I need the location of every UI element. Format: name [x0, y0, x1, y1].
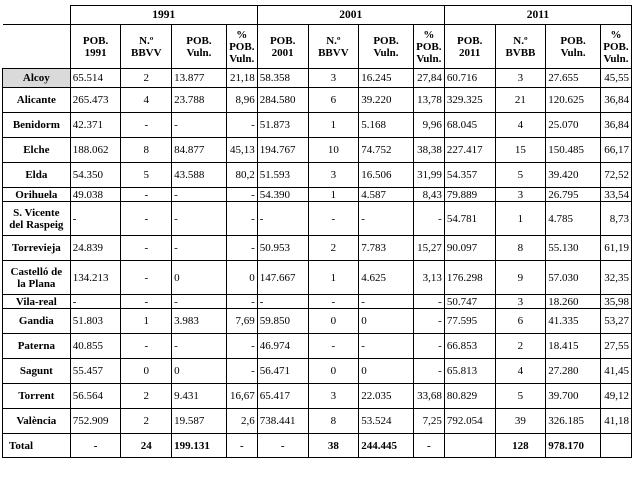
value-cell: 51.873: [257, 113, 308, 138]
value-cell: 2: [308, 236, 359, 261]
value-cell: 61,19: [600, 236, 631, 261]
value-cell: 66,17: [600, 138, 631, 163]
value-cell: 15,27: [413, 236, 444, 261]
table-row: [3, 334, 632, 359]
value-cell: 1: [121, 309, 172, 334]
value-cell: 49,12: [600, 384, 631, 409]
value-cell: 0: [172, 359, 227, 384]
value-cell: 41,45: [600, 359, 631, 384]
value-cell: 176.298: [444, 261, 495, 295]
value-cell: 51.803: [70, 309, 121, 334]
total-value-cell: 199.131: [172, 434, 227, 458]
value-cell: 54.390: [257, 188, 308, 202]
value-cell: 0: [359, 309, 414, 334]
value-cell: 42.371: [70, 113, 121, 138]
table-row: [3, 88, 632, 113]
value-cell: 752.909: [70, 409, 121, 434]
table-row: [3, 69, 632, 88]
year-header-1991: 1991: [70, 6, 257, 25]
value-cell: -: [121, 261, 172, 295]
value-cell: -: [257, 202, 308, 236]
value-cell: 58.358: [257, 69, 308, 88]
table-row: [3, 113, 632, 138]
value-cell: 50.747: [444, 295, 495, 309]
corner-cell: [3, 6, 71, 25]
value-cell: 120.625: [546, 88, 601, 113]
value-cell: 5: [495, 384, 546, 409]
value-cell: 4: [495, 113, 546, 138]
value-cell: -: [172, 188, 227, 202]
value-cell: 10: [308, 138, 359, 163]
table-row: [3, 202, 632, 236]
value-cell: 8,43: [413, 188, 444, 202]
total-value-cell: -: [257, 434, 308, 458]
value-cell: -: [226, 113, 257, 138]
table-row: [3, 359, 632, 384]
value-cell: 3.983: [172, 309, 227, 334]
col-header-vuln-2001: POB. Vuln.: [359, 25, 414, 69]
value-cell: 80.829: [444, 384, 495, 409]
value-cell: 25.070: [546, 113, 601, 138]
table-row: [3, 409, 632, 434]
city-name-cell: València: [3, 409, 71, 434]
table-row: [3, 236, 632, 261]
value-cell: 23.788: [172, 88, 227, 113]
total-label: Total: [3, 434, 71, 458]
value-cell: 53.524: [359, 409, 414, 434]
value-cell: 72,52: [600, 163, 631, 188]
value-cell: 22.035: [359, 384, 414, 409]
value-cell: 38,38: [413, 138, 444, 163]
value-cell: 39.220: [359, 88, 414, 113]
value-cell: 36,84: [600, 88, 631, 113]
value-cell: 8,73: [600, 202, 631, 236]
value-cell: 7,25: [413, 409, 444, 434]
value-cell: 3: [495, 69, 546, 88]
total-value-cell: 128: [495, 434, 546, 458]
value-cell: 39.700: [546, 384, 601, 409]
value-cell: 24.839: [70, 236, 121, 261]
table-row: [3, 163, 632, 188]
col-header-pct-2011: % POB. Vuln.: [600, 25, 631, 69]
value-cell: 284.580: [257, 88, 308, 113]
value-cell: -: [121, 113, 172, 138]
city-name-cell: S. Vicente del Raspeig: [3, 202, 71, 236]
value-cell: 50.953: [257, 236, 308, 261]
value-cell: -: [359, 202, 414, 236]
value-cell: -: [413, 334, 444, 359]
value-cell: 55.130: [546, 236, 601, 261]
city-name-cell: Vila-real: [3, 295, 71, 309]
value-cell: 65.417: [257, 384, 308, 409]
value-cell: 0: [121, 359, 172, 384]
value-cell: 3: [308, 163, 359, 188]
col-header-pct-2001: % POB. Vuln.: [413, 25, 444, 69]
value-cell: 16.506: [359, 163, 414, 188]
value-cell: 18.260: [546, 295, 601, 309]
city-name-cell: Alicante: [3, 88, 71, 113]
value-cell: 2: [121, 384, 172, 409]
value-cell: 227.417: [444, 138, 495, 163]
col-header-pob-2011: POB. 2011: [444, 25, 495, 69]
value-cell: 3: [495, 188, 546, 202]
value-cell: 27,84: [413, 69, 444, 88]
table-row: [3, 188, 632, 202]
total-value-cell: -: [70, 434, 121, 458]
value-cell: 39: [495, 409, 546, 434]
value-cell: -: [226, 359, 257, 384]
value-cell: 3: [308, 69, 359, 88]
value-cell: 66.853: [444, 334, 495, 359]
total-value-cell: [444, 434, 495, 458]
value-cell: -: [413, 359, 444, 384]
value-cell: 134.213: [70, 261, 121, 295]
value-cell: -: [413, 202, 444, 236]
value-cell: 5: [495, 163, 546, 188]
value-cell: -: [121, 295, 172, 309]
city-name-cell: Orihuela: [3, 188, 71, 202]
value-cell: 6: [495, 309, 546, 334]
col-header-bbvv-2011: N.º BVBB: [495, 25, 546, 69]
city-name-cell: Benidorm: [3, 113, 71, 138]
value-cell: -: [226, 188, 257, 202]
value-cell: 16.245: [359, 69, 414, 88]
value-cell: 33,54: [600, 188, 631, 202]
col-header-bbvv-2001: N.º BBVV: [308, 25, 359, 69]
column-header-row: [3, 25, 632, 69]
city-name-cell: Torrevieja: [3, 236, 71, 261]
value-cell: 40.855: [70, 334, 121, 359]
city-name-cell: Elda: [3, 163, 71, 188]
value-cell: 0: [359, 359, 414, 384]
city-name-cell: Elche: [3, 138, 71, 163]
value-cell: 77.595: [444, 309, 495, 334]
value-cell: -: [308, 334, 359, 359]
col-header-vuln-2011: POB. Vuln.: [546, 25, 601, 69]
value-cell: 7.783: [359, 236, 414, 261]
value-cell: 4.587: [359, 188, 414, 202]
value-cell: 41,18: [600, 409, 631, 434]
value-cell: -: [226, 202, 257, 236]
value-cell: 2: [121, 69, 172, 88]
value-cell: 150.485: [546, 138, 601, 163]
value-cell: 49.038: [70, 188, 121, 202]
value-cell: 59.850: [257, 309, 308, 334]
value-cell: 57.030: [546, 261, 601, 295]
value-cell: 1: [308, 113, 359, 138]
table-row: [3, 138, 632, 163]
value-cell: 74.752: [359, 138, 414, 163]
value-cell: 27.655: [546, 69, 601, 88]
value-cell: 265.473: [70, 88, 121, 113]
value-cell: 27.280: [546, 359, 601, 384]
value-cell: 65.514: [70, 69, 121, 88]
value-cell: -: [226, 295, 257, 309]
value-cell: 3,13: [413, 261, 444, 295]
year-header-2001: 2001: [257, 6, 444, 25]
table-row: [3, 309, 632, 334]
value-cell: 1: [308, 261, 359, 295]
value-cell: 9,96: [413, 113, 444, 138]
value-cell: -: [172, 236, 227, 261]
value-cell: 84.877: [172, 138, 227, 163]
value-cell: 7,69: [226, 309, 257, 334]
total-value-cell: -: [413, 434, 444, 458]
value-cell: 15: [495, 138, 546, 163]
city-name-cell: Gandia: [3, 309, 71, 334]
value-cell: -: [121, 334, 172, 359]
value-cell: 3: [308, 384, 359, 409]
table-row: [3, 261, 632, 295]
value-cell: -: [121, 188, 172, 202]
value-cell: -: [70, 202, 121, 236]
city-name-cell: Sagunt: [3, 359, 71, 384]
value-cell: 54.357: [444, 163, 495, 188]
value-cell: -: [172, 334, 227, 359]
col-header-pct-1991: % POB. Vuln.: [226, 25, 257, 69]
value-cell: 8: [495, 236, 546, 261]
value-cell: 6: [308, 88, 359, 113]
value-cell: 35,98: [600, 295, 631, 309]
value-cell: -: [172, 202, 227, 236]
value-cell: 0: [226, 261, 257, 295]
value-cell: 0: [308, 309, 359, 334]
value-cell: 51.593: [257, 163, 308, 188]
city-name-cell: Torrent: [3, 384, 71, 409]
value-cell: 2: [495, 334, 546, 359]
total-value-cell: 24: [121, 434, 172, 458]
value-cell: 27,55: [600, 334, 631, 359]
total-value-cell: 978.170: [546, 434, 601, 458]
value-cell: -: [359, 295, 414, 309]
value-cell: 45,13: [226, 138, 257, 163]
value-cell: -: [172, 295, 227, 309]
value-cell: -: [121, 236, 172, 261]
value-cell: 9: [495, 261, 546, 295]
value-cell: 1: [308, 188, 359, 202]
value-cell: 3: [495, 295, 546, 309]
value-cell: 33,68: [413, 384, 444, 409]
value-cell: 147.667: [257, 261, 308, 295]
value-cell: 329.325: [444, 88, 495, 113]
value-cell: 65.813: [444, 359, 495, 384]
value-cell: 54.781: [444, 202, 495, 236]
value-cell: 21,18: [226, 69, 257, 88]
value-cell: 45,55: [600, 69, 631, 88]
value-cell: 39.420: [546, 163, 601, 188]
col-header-pob-1991: POB. 1991: [70, 25, 121, 69]
value-cell: 19.587: [172, 409, 227, 434]
value-cell: 53,27: [600, 309, 631, 334]
value-cell: 43.588: [172, 163, 227, 188]
city-name-cell: Castelló de la Plana: [3, 261, 71, 295]
value-cell: 80,2: [226, 163, 257, 188]
value-cell: 8: [121, 138, 172, 163]
corner-cell-2: [3, 25, 71, 69]
col-header-vuln-1991: POB. Vuln.: [172, 25, 227, 69]
total-row: [3, 434, 632, 458]
total-value-cell: 38: [308, 434, 359, 458]
value-cell: 8,96: [226, 88, 257, 113]
value-cell: -: [359, 334, 414, 359]
population-vulnerability-table: [2, 5, 632, 458]
value-cell: 1: [495, 202, 546, 236]
col-header-bbvv-1991: N.º BBVV: [121, 25, 172, 69]
city-name-cell: Alcoy: [3, 69, 71, 88]
value-cell: 56.564: [70, 384, 121, 409]
value-cell: 4.625: [359, 261, 414, 295]
value-cell: 26.795: [546, 188, 601, 202]
value-cell: -: [121, 202, 172, 236]
value-cell: 79.889: [444, 188, 495, 202]
value-cell: 2,6: [226, 409, 257, 434]
value-cell: 13,78: [413, 88, 444, 113]
value-cell: 56.471: [257, 359, 308, 384]
table-row: [3, 384, 632, 409]
value-cell: 90.097: [444, 236, 495, 261]
value-cell: 5: [121, 163, 172, 188]
total-value-cell: -: [226, 434, 257, 458]
table-row: [3, 295, 632, 309]
value-cell: 36,84: [600, 113, 631, 138]
value-cell: 46.974: [257, 334, 308, 359]
value-cell: 4: [495, 359, 546, 384]
value-cell: 13.877: [172, 69, 227, 88]
col-header-pob-2001: POB. 2001: [257, 25, 308, 69]
value-cell: 60.716: [444, 69, 495, 88]
value-cell: 21: [495, 88, 546, 113]
value-cell: -: [413, 295, 444, 309]
value-cell: 68.045: [444, 113, 495, 138]
year-header-2011: 2011: [444, 6, 631, 25]
value-cell: -: [226, 236, 257, 261]
value-cell: 32,35: [600, 261, 631, 295]
value-cell: -: [226, 334, 257, 359]
value-cell: 188.062: [70, 138, 121, 163]
total-value-cell: 244.445: [359, 434, 414, 458]
value-cell: 326.185: [546, 409, 601, 434]
value-cell: 31,99: [413, 163, 444, 188]
value-cell: 9.431: [172, 384, 227, 409]
value-cell: 4: [121, 88, 172, 113]
value-cell: 8: [308, 409, 359, 434]
value-cell: 0: [308, 359, 359, 384]
value-cell: 55.457: [70, 359, 121, 384]
value-cell: 16,67: [226, 384, 257, 409]
value-cell: 738.441: [257, 409, 308, 434]
value-cell: -: [172, 113, 227, 138]
value-cell: 0: [172, 261, 227, 295]
value-cell: 4.785: [546, 202, 601, 236]
value-cell: -: [257, 295, 308, 309]
value-cell: -: [70, 295, 121, 309]
value-cell: 194.767: [257, 138, 308, 163]
value-cell: -: [308, 295, 359, 309]
value-cell: 5.168: [359, 113, 414, 138]
year-header-row: [3, 6, 632, 25]
value-cell: -: [413, 309, 444, 334]
value-cell: 18.415: [546, 334, 601, 359]
value-cell: 792.054: [444, 409, 495, 434]
value-cell: -: [308, 202, 359, 236]
value-cell: 54.350: [70, 163, 121, 188]
value-cell: 2: [121, 409, 172, 434]
city-name-cell: Paterna: [3, 334, 71, 359]
total-value-cell: [600, 434, 631, 458]
value-cell: 41.335: [546, 309, 601, 334]
